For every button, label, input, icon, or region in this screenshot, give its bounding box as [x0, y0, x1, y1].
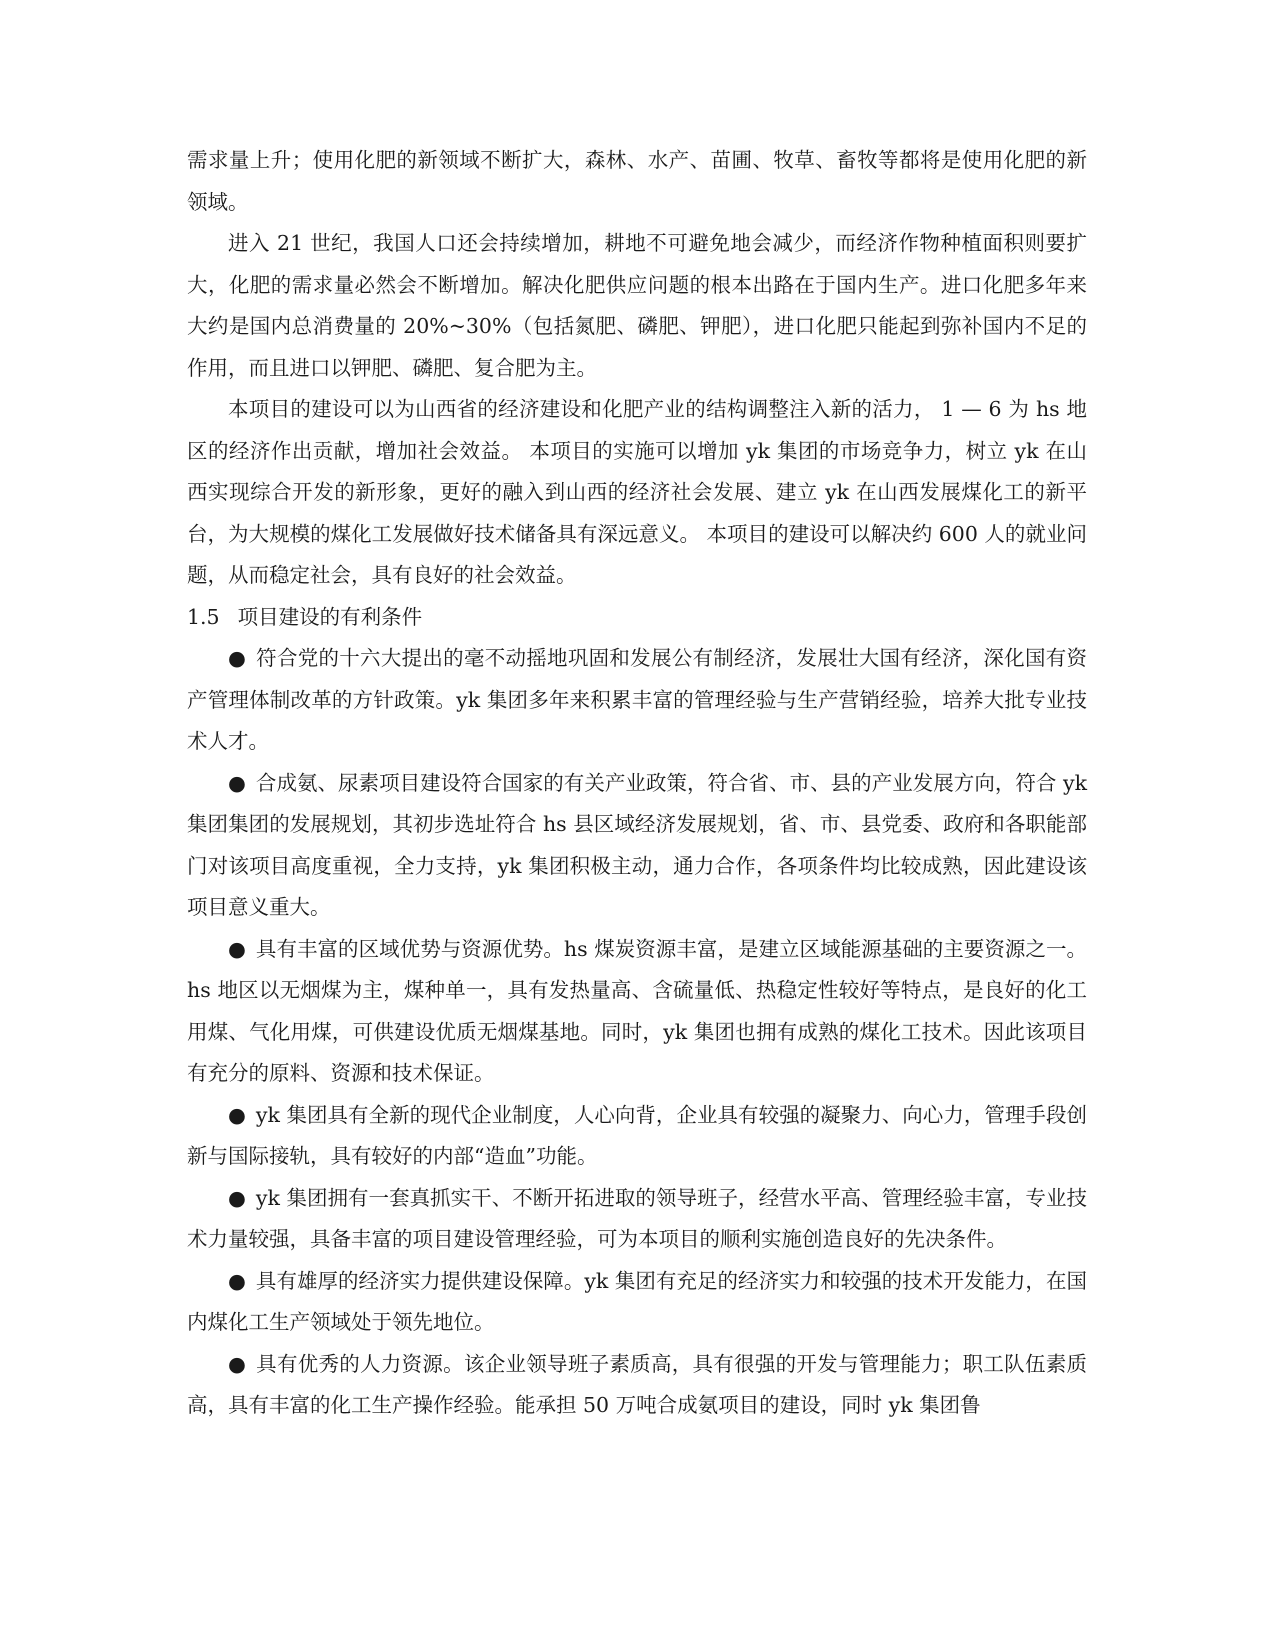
bullet-item [187, 929, 1087, 1095]
bullet-icon: ● [228, 1351, 246, 1376]
bullet-text: 符合党的十六大提出的毫不动摇地巩固和发展公有制经济，发展壮大国有经济，深化国有资产管理体制改革的方针政策。yk 集团多年来积累丰富的管理经验与生产营销经验，培养大批专业技术人才。 [187, 646, 1087, 753]
bullet-text: yk 集团具有全新的现代企业制度，人心向背，企业具有较强的凝聚力、向心力，管理手段创新与国际接轨，具有较好的内部“造血”功能。 [187, 1102, 1087, 1168]
bullet-icon: ● [228, 770, 246, 795]
bullet-item [187, 1095, 1087, 1178]
section-number: 1.5 [187, 604, 220, 629]
paragraph-project-benefits: 本项目的建设可以为山西省的经济建设和化肥产业的结构调整注入新的活力， 1 — 6 为 hs 地区的经济作出贡献，增加社会效益。 本项目的实施可以增加 yk 集团的市场竞争力，树立 yk 在山西实现综合开发的新形象，更好的融入到山西的经济社会发展、建立 yk 在山西发展煤化工的新平台，为大规模的煤化工发展做好技术储备具有深远意义。 本项目的建设可以解决约 600 人的就业问题，从而稳定社会，具有良好的社会效益。 [187, 397, 1087, 587]
bullet-text: 合成氨、尿素项目建设符合国家的有关产业政策，符合省、市、县的产业发展方向，符合 yk 集团集团的发展规划，其初步选址符合 hs 县区域经济发展规划，省、市、县党委、政府和各职能部门对该项目高度重视，全力支持，yk 集团积极主动，通力合作，各项条件均比较成熟，因此建设该项目意义重大。 [187, 770, 1087, 919]
bullet-icon: ● [228, 1268, 246, 1293]
paragraph-continuation: 需求量上升；使用化肥的新领域不断扩大，森林、水产、苗圃、牧草、畜牧等都将是使用化肥的新领域。 [187, 148, 1087, 214]
document-body [187, 140, 1087, 1427]
bullet-item [187, 1261, 1087, 1344]
bullet-icon: ● [228, 1185, 246, 1210]
bullet-item [187, 763, 1087, 929]
bullet-item [187, 1178, 1087, 1261]
bullet-icon: ● [228, 1102, 246, 1127]
bullet-text: 具有丰富的区域优势与资源优势。hs 煤炭资源丰富，是建立区域能源基础的主要资源之一。hs 地区以无烟煤为主，煤种单一，具有发热量高、含硫量低、热稳定性较好等特点，是良好的化工用煤、气化用煤，可供建设优质无烟煤基地。同时，yk 集团也拥有成熟的煤化工技术。因此该项目有充分的原料、资源和技术保证。 [187, 936, 1087, 1085]
bullet-item [187, 638, 1087, 763]
section-title: 项目建设的有利条件 [237, 604, 423, 629]
bullet-icon: ● [228, 936, 246, 961]
bullet-item [187, 1344, 1087, 1427]
bullet-text: yk 集团拥有一套真抓实干、不断开拓进取的领导班子，经营水平高、管理经验丰富，专业技术力量较强，具备丰富的项目建设管理经验，可为本项目的顺利实施创造良好的先决条件。 [187, 1185, 1087, 1251]
section-heading [187, 597, 1087, 639]
bullet-text: 具有优秀的人力资源。该企业领导班子素质高，具有很强的开发与管理能力；职工队伍素质高，具有丰富的化工生产操作经验。能承担 50 万吨合成氨项目的建设，同时 yk 集团鲁 [187, 1351, 1087, 1417]
paragraph-fertilizer-demand: 进入 21 世纪，我国人口还会持续增加，耕地不可避免地会减少，而经济作物种植面积则要扩大，化肥的需求量必然会不断增加。解决化肥供应问题的根本出路在于国内生产。进口化肥多年来大约是国内总消费量的 20%~30%（包括氮肥、磷肥、钾肥），进口化肥只能起到弥补国内不足的作用，而且进口以钾肥、磷肥、复合肥为主。 [187, 231, 1087, 380]
bullet-text: 具有雄厚的经济实力提供建设保障。yk 集团有充足的经济实力和较强的技术开发能力，在国内煤化工生产领域处于领先地位。 [187, 1268, 1087, 1334]
bullet-icon: ● [228, 646, 246, 670]
